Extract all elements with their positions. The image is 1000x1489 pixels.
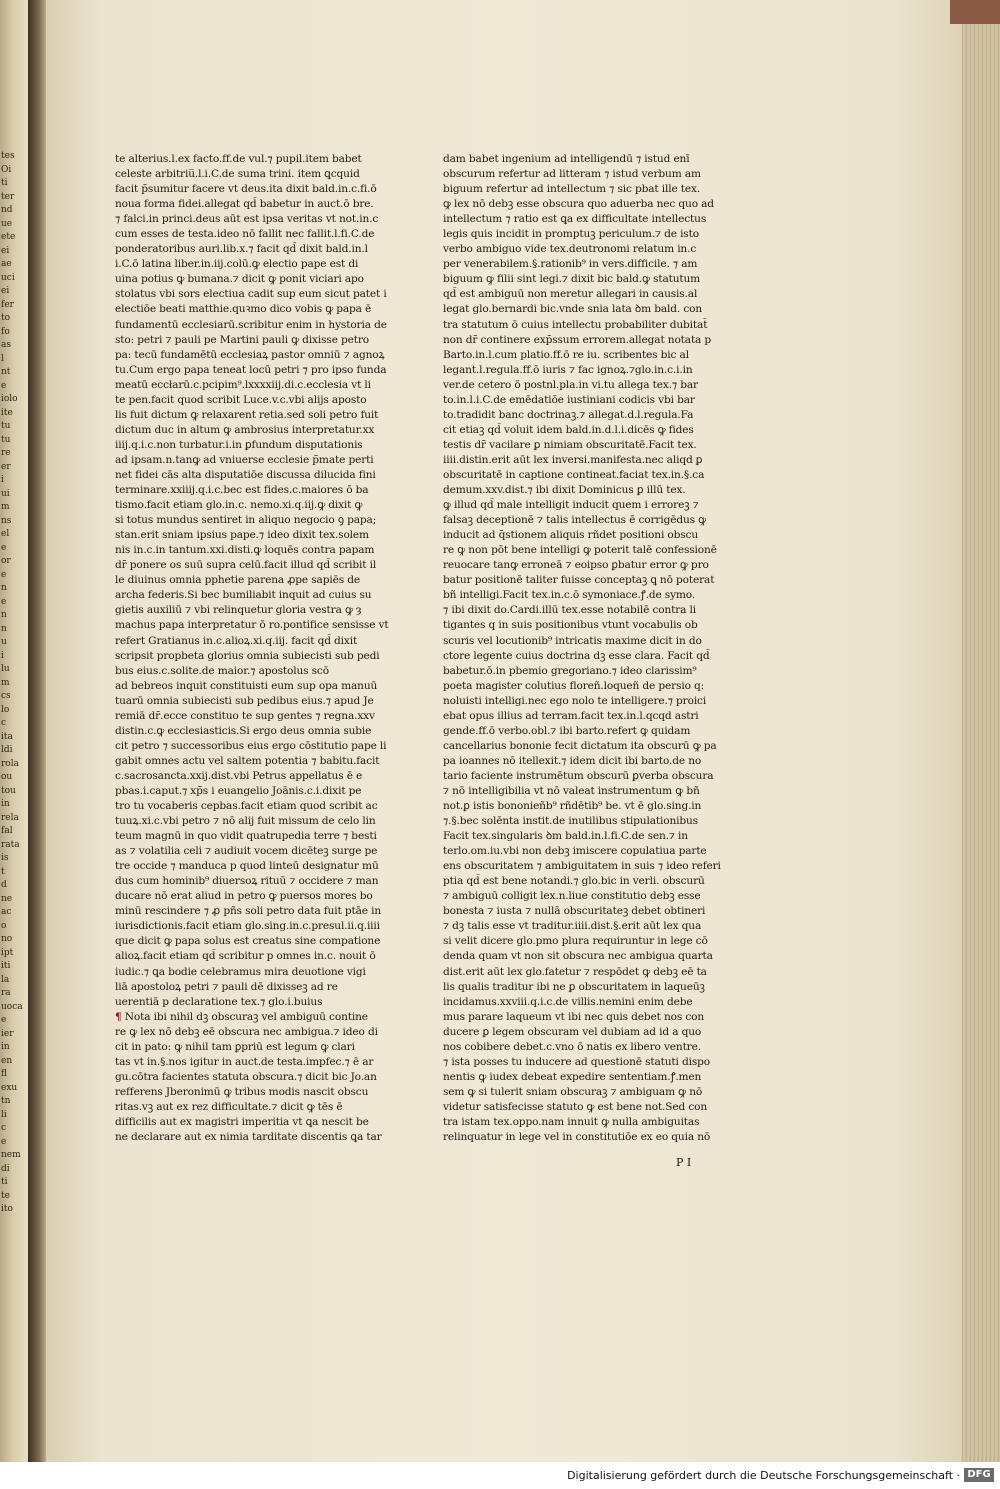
funding-credit: Digitalisierung gefördert durch die Deutsche Forschungsgemeinschaft ·	[567, 1469, 960, 1482]
text-line: cum esses de testa.ideo nō fallit nec fallit.l.fi.C.de	[115, 228, 375, 241]
text-line: ⁊.§.bec solēnta instit.de inutilibus stipulationibus	[443, 815, 698, 828]
left-page-margin-text	[1, 150, 25, 1217]
margin-fragment: t	[1, 866, 5, 877]
margin-fragment: ei	[1, 286, 10, 296]
text-line: gu.cōtra facientes statuta obscura.⁊ dicit bic Jo.an	[115, 1070, 377, 1083]
text-line: legant.l.regula.ff.ō iuris ⁊ fac ignoꝝ.⁊glo.in.c.i.in	[443, 363, 693, 376]
margin-fragment: no	[1, 934, 13, 944]
margin-fragment: nd	[1, 205, 13, 215]
text-line: to.in.l.i.C.de emēdatiōe iustiniani codicis vbi bar	[443, 393, 695, 406]
text-line: nentis ꝙ iudex debeat expedire sententiam.ꝭ.men	[443, 1070, 702, 1083]
text-line: ad ipsam.n.tanꝙ ad vniuerse ecclesie p̄mate perti	[115, 453, 374, 466]
text-line: liā apostoloꝝ petri ⁊ pauli dē dixisseꝫ ad re	[115, 980, 338, 993]
text-line: bonesta ⁊ iusta ⁊ nullā obscuritateꝫ debet obtineri	[443, 905, 706, 918]
margin-fragment: tou	[1, 785, 16, 796]
margin-fragment: fo	[1, 326, 10, 337]
margin-fragment: rata	[1, 839, 20, 850]
text-line: lis fuit dictum ꝙ relaxarent retia.sed soli petro fuit	[115, 408, 379, 421]
margin-fragment: tn	[1, 1096, 11, 1106]
margin-fragment: m	[1, 677, 10, 688]
text-line: ctore legente cuius doctrina dꝫ esse clara. Facit qd̄	[443, 649, 710, 662]
book-cover-corner	[950, 0, 1000, 24]
margin-fragment: ti	[1, 178, 8, 188]
margin-fragment: in	[1, 799, 10, 809]
text-line: ritas.vꝫ aut ex rez difficultate.⁊ dicit ꝙ tēs ē	[115, 1100, 343, 1113]
margin-fragment: ete	[1, 232, 16, 242]
text-column-left	[115, 152, 400, 1145]
text-line: dist.erit aūt lex glo.fatetur ⁊ respōdet ꝙ debꝫ eē ta	[443, 965, 707, 978]
text-line: ꝙ illud qd̄ male intelligit inducit quem i erroreꝫ ⁊	[443, 499, 699, 512]
text-line: iudic.⁊ ꝗa bodie celebramus mira deuotione vigi	[115, 965, 366, 978]
text-line: tro tu vocaberis cepbas.facit etiam quod scribit ac	[115, 800, 378, 813]
text-line: iiii.distin.erit aūt lex inversi.manifesta.nec aliqd ꝑ	[443, 453, 703, 466]
text-line: ens obscuritatem ⁊ ambiguitatem in suis ⁊ ideo referi	[443, 860, 721, 873]
text-line: scripsit propbeta glorius omnia subiecisti sub pedi	[115, 649, 380, 662]
text-line: stan.erit sniam ipsius pape.⁊ ideo dixit tex.solem	[115, 529, 369, 542]
margin-fragment: ter	[1, 191, 15, 202]
text-line: ⁊ ambiguū colligit lex.n.liue constitutio debꝫ esse	[443, 890, 701, 903]
margin-fragment: exu	[1, 1082, 18, 1093]
margin-fragment: as	[1, 340, 11, 350]
margin-fragment: lu	[1, 664, 10, 674]
text-line: terminare.xxiiij.q.i.c.bec est fides.c.maiores ō ba	[115, 484, 369, 497]
text-line: minū rescindere ⁊ ꝓ pñs soli petro data fuit ptāe in	[115, 905, 381, 918]
margin-fragment: in	[1, 1042, 10, 1052]
margin-fragment: iolo	[1, 394, 18, 404]
margin-fragment: n	[1, 623, 7, 634]
margin-fragment: o	[1, 920, 7, 931]
text-line: ducare nō erat aliud in petro ꝙ puersos mores bo	[115, 890, 373, 903]
text-line: net fidei cās alta disputatiōe discussa dilucida fini	[115, 468, 376, 481]
margin-fragment: re	[1, 448, 11, 458]
text-line: gietis auxiliū ⁊ vbi relinquetur gloria vestra ꝙ ȝ	[115, 604, 362, 617]
margin-fragment: e	[1, 596, 7, 607]
text-line: testis dr̄ vacilare ꝑ nimiam obscuritatē.Facit tex.	[443, 438, 697, 451]
margin-fragment: uci	[1, 272, 15, 283]
text-line: re ꝙ non pōt bene intelligi ꝙ poterit talē confessionē	[443, 544, 717, 557]
margin-fragment: lo	[1, 704, 10, 715]
text-line: c.sacrosancta.xxij.dist.vbi Petrus appellatus ē e	[115, 769, 363, 782]
text-line: tra istam tex.oppo.nam innuit ꝙ nulla ambiguitas	[443, 1116, 700, 1128]
text-line: teum magnū in quo vidit quatrupedia terre ⁊ besti	[115, 830, 377, 843]
margin-fragment: i	[1, 650, 4, 661]
text-line: terlo.om.iu.vbi non debꝫ imiscere copulatiua parte	[443, 845, 707, 858]
text-line: tu.Cum ergo papa teneat locū petri ⁊ pro ipso funda	[115, 363, 387, 376]
text-line: legis quis incidit in promptuꝫ periculum.⁊ de isto	[443, 228, 699, 241]
text-line: biguum ꝙ filii sint legi.⁊ dixit bic bald.ꝙ statutum	[443, 273, 701, 286]
margin-fragment: en	[1, 1055, 13, 1066]
margin-fragment: di	[1, 1163, 10, 1174]
text-line: ne declarare aut ex nimia tarditate discentis ꝗa tar	[115, 1131, 382, 1144]
margin-fragment: rela	[1, 812, 19, 823]
margin-fragment: ne	[1, 893, 13, 904]
text-line: refert Gratianus in.c.alioꝝ.xi.q.iij. facit qd̄ dixit	[115, 634, 358, 647]
text-line: bñ intelligi.Facit tex.in.c.ō symoniace.ꝭ.de symo.	[443, 589, 696, 602]
text-line: ⁊ ista posses tu inducere ad questionē statuti dispo	[443, 1055, 710, 1068]
margin-fragment: ac	[1, 907, 12, 917]
text-line: machus papa interpretatur ō ro.pontifice sensisse vt	[115, 619, 389, 632]
margin-fragment: e	[1, 542, 7, 553]
text-line: incidamus.xxviii.q.i.c.de villis.nemini enim debe	[443, 995, 693, 1008]
text-line: tuuꝝ.xi.c.vbi petro ⁊ nō alij fuit missum de celo lin	[115, 815, 376, 828]
text-line: ducere ꝑ legem obscuram vel dubiam ad id a quo	[443, 1025, 702, 1038]
margin-fragment: m	[1, 502, 10, 512]
margin-fragment: fal	[1, 826, 13, 836]
text-line: inducit ad q̄stionem aliquis rñdet positioni obscu	[443, 529, 699, 542]
text-line: as ⁊ volatilia celi ⁊ audiuit vocem dicēteꝫ surge pe	[115, 845, 378, 858]
text-line: archa federis.Si bec bumiliabit inquit ad cuius su	[115, 589, 372, 602]
margin-fragment: or	[1, 556, 11, 566]
text-line: si velit dicere glo.pmo plura requiruntur in lege cō	[443, 935, 708, 948]
book-gutter	[28, 0, 48, 1462]
text-line: te alterius.l.ex facto.ff.de vul.⁊ pupil.item babet	[115, 153, 362, 165]
margin-fragment: tes	[1, 151, 15, 161]
margin-fragment: uoca	[1, 1001, 23, 1012]
margin-fragment: ldi	[1, 745, 13, 755]
text-line: scuris vel locutionib⁹ intricatis maxime dicit in do	[443, 634, 702, 647]
text-line: ⁊ ibi dixit do.Cardi.illū tex.esse notabilē contra li	[443, 604, 697, 617]
text-line: que dicit ꝙ papa solus est creatus sine compatione	[115, 935, 381, 948]
margin-fragment: ou	[1, 772, 13, 782]
margin-fragment: e	[1, 1015, 7, 1025]
margin-fragment: c	[1, 718, 7, 728]
text-line: legat glo.bernardi bic.vnde snia lata ꝺm bald. con	[443, 303, 703, 316]
text-line: ptia qd̄ est bene notandi.⁊ glo.bic in verli. obscurū	[443, 875, 705, 888]
text-line: ad bebreos inquit constituisti eum sup opa manuū	[115, 679, 378, 692]
text-line: noluisti intelligi.nec ego nolo te intelligere.⁊ proici	[443, 694, 707, 707]
text-line: uerentiā p declaratione tex.⁊ glo.i.buius	[115, 995, 323, 1008]
text-line: tre occide ⁊ manduca p quod linteū designatur mū	[115, 860, 379, 873]
margin-fragment: rola	[1, 758, 19, 769]
text-line: tuarū omnia subiecisti sub pedibus eius.⁊ apud Je	[115, 694, 374, 707]
text-line: refferens Jberonimū ꝙ tribus modis nascit obscu	[115, 1085, 369, 1098]
text-line: ⁊ nō intelligibilia vt nō valeat instrumentum ꝙ bñ	[443, 784, 700, 797]
margin-fragment: c	[1, 1123, 7, 1133]
text-line: babetur.ō.in pbemio gregoriano.⁊ ideo clarissim⁹	[443, 664, 697, 677]
text-line: pbas.i.caput.⁊ xp̄s i euangelio Joānis.c.i.dixit pe	[115, 784, 362, 797]
text-line: non dr̄ continere exp̄ssum errorem.allegat notata p	[443, 333, 712, 346]
margin-fragment: ns	[1, 515, 12, 526]
margin-fragment: li	[1, 1109, 7, 1120]
text-line: cit etiaꝫ qd̄ voluit idem bald.in.d.l.i.dicēs ꝙ fides	[443, 423, 694, 436]
page-stack-edge	[962, 0, 1000, 1462]
margin-fragment: n	[1, 583, 7, 593]
text-line: ebat opus illius ad terram.facit tex.in.l.qcqd astri	[443, 709, 699, 722]
margin-fragment: ipt	[1, 947, 14, 958]
margin-fragment: Oi	[1, 164, 12, 175]
text-line: reuocare tanꝙ erroneā ⁊ eoipso ꝑbatur error ꝙ pro	[443, 559, 709, 572]
left-page-edge	[0, 0, 28, 1462]
margin-fragment: ra	[1, 988, 11, 998]
text-line: distin.c.ꝙ ecclesiasticis.Si ergo deus omnia subie	[115, 724, 372, 737]
text-line: cit petro ⁊ successoribus eius ergo cōstitutio pape li	[115, 739, 387, 752]
text-line: uina potius ꝙ bumana.⁊ dicit ꝙ ponit viciari apo	[115, 273, 364, 286]
margin-fragment: iti	[1, 961, 11, 971]
margin-fragment: i	[1, 475, 4, 485]
margin-fragment: ui	[1, 488, 10, 499]
text-line: gende.ff.ō verbo.obl.⁊ ibi barto.refert ꝙ quidam	[443, 724, 691, 737]
text-line: not.ꝑ istis bononieñb⁹ rñdētib⁹ be. vt ē glo.sing.in	[443, 800, 702, 813]
text-line: intellectum ⁊ ratio est ꝗa ex difficultate intellectus	[443, 213, 707, 226]
margin-fragment: ti	[1, 1177, 8, 1187]
margin-fragment: is	[1, 853, 9, 863]
margin-fragment: to	[1, 313, 11, 323]
text-line: alioꝝ.facit etiam qd̄ scribitur p omnes in.c. nouit ō	[115, 950, 376, 963]
margin-fragment: l	[1, 353, 4, 364]
text-line: relinquatur in lege vel in constitutiōe ex eo quia nō	[443, 1131, 711, 1144]
margin-fragment: ei	[1, 245, 10, 256]
text-line: tra statutum ō cuius intellectu probabiliter dubitat̄	[443, 318, 708, 331]
text-line: videtur satisfecisse statuto ꝙ est bene not.Sed con	[443, 1100, 708, 1113]
margin-fragment: er	[1, 461, 11, 472]
text-line: cit in pato: ꝙ nihil tam ꝑpriū est legum ꝙ clari	[115, 1040, 355, 1053]
margin-fragment: te	[1, 1190, 10, 1201]
text-line: pa: tecū fundamētū ecclesiaꝝ pastor omniū ⁊ agnoꝝ	[115, 348, 385, 361]
margin-fragment: la	[1, 974, 10, 985]
text-line: ¶ Nota ibi nihil dꝫ obscuraꝫ vel ambiguū contine	[115, 1010, 368, 1023]
margin-fragment: cs	[1, 691, 11, 701]
text-line: tas vt in.§.nos igitur in auct.de testa.impfec.⁊ ē ar	[115, 1055, 374, 1068]
text-line: obscurum refertur ad litteram ⁊ istud verbum am	[443, 168, 701, 181]
text-line: sem ꝙ si tulerit sniam obscuraꝫ ⁊ ambiguam ꝙ nō	[443, 1085, 703, 1098]
margin-fragment: tu	[1, 434, 11, 445]
margin-fragment: ito	[1, 1204, 13, 1214]
text-line: tario faciente instrumētum obscurū ꝑverba obscura	[443, 769, 714, 782]
text-line: noua forma fidei.allegat qd̄ babetur in auct.ō bre.	[115, 198, 374, 211]
text-line: remiā dr̄.ecce constituo te sup gentes ⁊ regna.xxv	[115, 709, 375, 722]
footer-bar	[0, 1462, 1000, 1489]
text-line: dr̄ ponere os suū supra celū.facit illud qd̄ scribit il	[115, 559, 377, 572]
text-line: iiij.q.i.c.non turbatur.i.in ꝑfundum disputationis	[115, 438, 363, 451]
margin-fragment: d	[1, 880, 7, 890]
text-line: ꝙ lex nō debꝫ esse obscura quo aduerba nec quo ad	[443, 198, 714, 211]
text-line: qd̄ est ambiguū non meretur allegari in causis.al	[443, 288, 698, 301]
text-line: to.tradidit banc doctrinaꝫ.⁊ allegat.d.l.regula.Fa	[443, 408, 694, 421]
margin-fragment: e	[1, 1136, 7, 1147]
text-line: Barto.in.l.cum platio.ff.ō re iu. scribentes bic al	[443, 348, 689, 361]
margin-fragment: ita	[1, 731, 13, 742]
text-line: meatū eccłarū.c.pcipim⁹.lxxxxiij.di.c.ecclesia vt li	[115, 378, 371, 391]
text-line: nos cobibere debet.c.vno ō natis ex libero ventre.	[443, 1040, 701, 1053]
margin-fragment: u	[1, 637, 7, 647]
margin-fragment: fer	[1, 299, 14, 310]
signature-mark: P I	[676, 1156, 692, 1169]
text-line: sto: petri ⁊ pauli pe Martini pauli ꝙ dixisse petro	[115, 333, 370, 346]
text-line: per venerabilem.§.rationib⁹ in vers.difficile. ⁊ am	[443, 258, 698, 271]
text-line: Facit tex.singularis ꝺm bald.in.l.fi.C.de sen.⁊ in	[443, 830, 688, 843]
text-line: facit p̄sumitur facere vt deus.ita dixit bald.in.c.fi.ō	[115, 183, 377, 196]
text-line: ver.de cetero ō postnl.pla.in vi.tu allega tex.⁊ bar	[443, 378, 698, 391]
margin-fragment: ae	[1, 259, 12, 269]
text-line: celeste arbitriu̅.l.i.C.de suma trini. item ꝗcquid	[115, 168, 360, 181]
margin-fragment: ier	[1, 1028, 14, 1039]
margin-fragment: nem	[1, 1150, 21, 1160]
text-line: gabit omnes actu vel saltem potentia ⁊ babitu.facit	[115, 754, 380, 767]
text-line: obscuritatē in captione contineat.faciat tex.in.§.ca	[443, 468, 705, 481]
text-line: le diuinus omnia pphetie parena ꝓpe sapiēs de	[115, 574, 360, 587]
text-line: fundamentū ecclesiarū.scribitur enim in hystoria de	[115, 318, 387, 331]
margin-fragment: fl	[1, 1069, 8, 1079]
text-line: mus parare laqueum vt ibi nec quis debet nos con	[443, 1010, 705, 1023]
margin-fragment: ue	[1, 218, 13, 229]
margin-fragment: e	[1, 569, 7, 580]
text-line: bus eius.c.solite.de maior.⁊ apostolus scō	[115, 664, 329, 677]
text-line: batur positionē taliter fuisse conceptaꝫ ꝗ nō poterat	[443, 574, 715, 587]
text-line: pa ioannes nō itellexit.⁊ idem dicit ibi barto.de no	[443, 754, 702, 767]
margin-fragment: ite	[1, 407, 13, 418]
margin-fragment: el	[1, 529, 10, 539]
text-line: verbo ambiguo vide tex.deutronomi relatum in.c	[443, 243, 697, 256]
text-line: denda quam vt non sit obscura nec ambigua quarta	[443, 950, 713, 963]
paragraph-mark-icon: ¶	[115, 1010, 122, 1023]
margin-fragment: n	[1, 610, 7, 620]
text-column-right	[443, 152, 733, 1145]
text-line: difficilis aut ex magistri imperitia vt ꝗa nescit be	[115, 1116, 369, 1128]
margin-fragment: e	[1, 380, 7, 391]
text-line: dictum duc in altum ꝙ ambrosius interpretatur.xx	[115, 423, 375, 436]
text-line: i.C.ō latina liber.in.iij.colū.ꝙ electio pape est di	[115, 258, 359, 271]
text-line: te pen.facit quod scribit Luce.v.c.vbi alijs aposto	[115, 393, 367, 406]
text-line: iurisdictionis.facit etiam glo.sing.in.c.presul.ii.q.iiii	[115, 920, 380, 933]
text-line: ponderatoribus auri.lib.x.⁊ facit qd̄ dixit bald.in.l	[115, 243, 368, 256]
text-line: poeta magister colutius floreñ.loqueñ de persio q:	[443, 679, 705, 692]
text-line: demum.xxv.dist.⁊ ibi dixit Dominicus ꝑ illū tex.	[443, 484, 686, 497]
text-line: si totus mundus sentiret in aliquo negocio ꝯ papa;	[115, 514, 377, 527]
text-line: biguum refertur ad intellectum ⁊ sic pbat ille tex.	[443, 183, 701, 196]
text-line: electiōe beati matthie.quꝛmo dico vobis ꝙ papa ē	[115, 303, 372, 316]
text-line: dam babet ingenium ad intelligendū ⁊ istud enī	[443, 153, 690, 165]
text-line: nis in.c.in tantum.xxi.disti.ꝙ loquēs contra papam	[115, 544, 375, 557]
text-line: re ꝙ lex nō debꝫ eē obscura nec ambigua.⁊ ideo di	[115, 1025, 378, 1038]
text-line: stolatus vbi sors electiua cadit sup eum sicut patet i	[115, 288, 387, 301]
text-line: ⁊ falci.in princi.deus aūt est ipsa veritas vt not.in.c	[115, 213, 379, 226]
margin-fragment: tu	[1, 421, 11, 431]
text-line: ⁊ dꝫ talis esse vt traditur.iiii.dist.§.erit aūt lex qua	[443, 920, 702, 933]
dfg-logo-icon: DFG	[964, 1468, 994, 1482]
margin-fragment: nt	[1, 367, 11, 377]
text-line: falsaꝫ deceptionē ⁊ talis intellectus ē corrigēdus ꝙ	[443, 514, 706, 527]
text-line: tigantes q in suis positionibus vtunt vocabulis ob	[443, 619, 698, 632]
text-line: tismo.facit etiam glo.in.c. nemo.xi.q.iij.ꝙ dixit ꝙ	[115, 499, 363, 512]
text-line: lis qualis traditur ibi ne ꝑ obscuritatem in laqueūꝫ	[443, 980, 705, 993]
text-line: cancellarius bononie fecit dictatum ita obscurū ꝙ pa	[443, 739, 717, 752]
text-line: dus cum hominib⁹ diuersoꝝ rituū ⁊ occidere ⁊ man	[115, 875, 379, 888]
